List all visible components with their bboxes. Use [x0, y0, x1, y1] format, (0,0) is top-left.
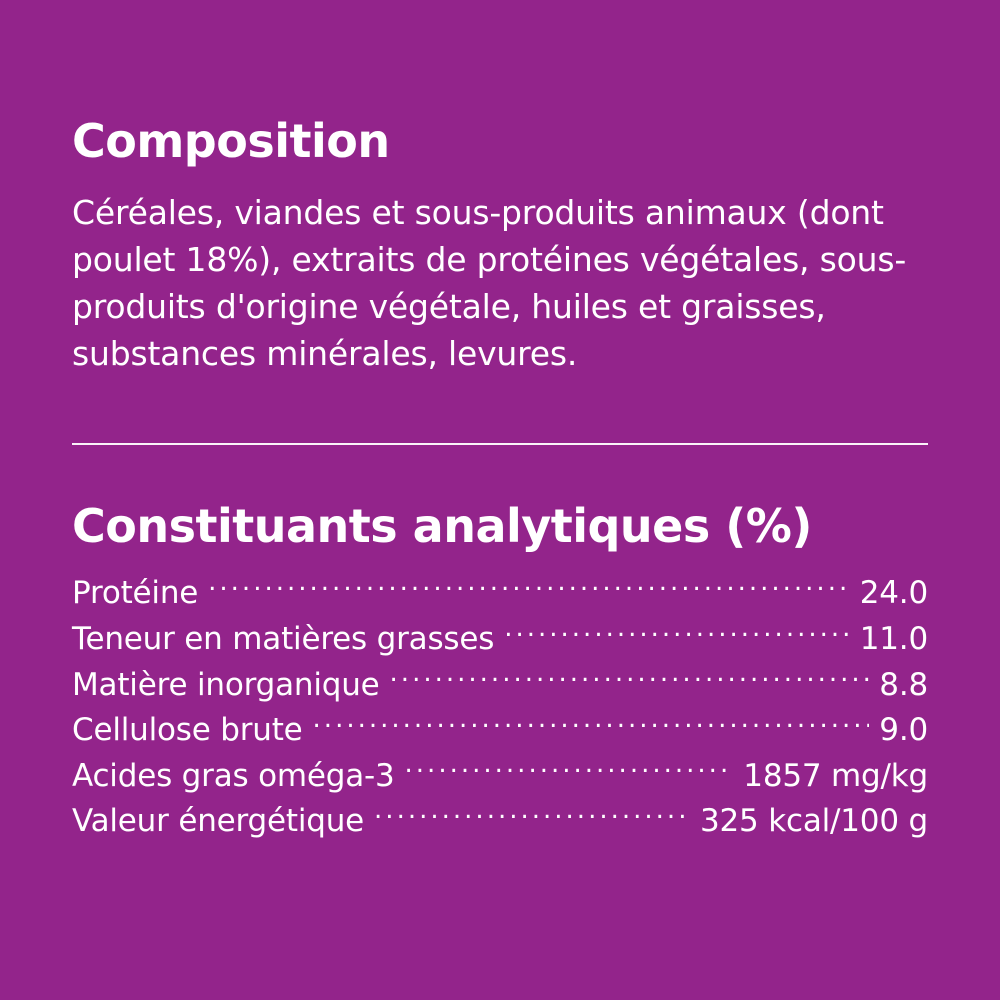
analytical-constituents-heading: Constituants analytiques (%) [72, 499, 812, 554]
constituent-value: 9.0 [879, 712, 928, 749]
dot-leader [405, 755, 734, 786]
constituent-label: Teneur en matières grasses [72, 621, 495, 657]
list-item [72, 617, 928, 663]
composition-heading: Composition [72, 114, 390, 168]
dot-leader [374, 800, 690, 831]
constituent-label: Protéine [72, 575, 199, 612]
constituent-label: Acides gras oméga-3 [72, 757, 395, 794]
list-item [72, 754, 928, 800]
composition-ingredients-text: Céréales, viandes et sous-produits animaux (dont poulet 18%), extraits de protéines végétales, sous-produits d'origine végétale, huiles et graisses, substances minérales, levures. [72, 193, 907, 373]
list-item [72, 663, 928, 709]
list-item [72, 708, 928, 754]
section-divider [72, 443, 928, 445]
list-item [72, 799, 928, 845]
list-item [72, 571, 928, 617]
dot-leader [390, 664, 870, 695]
dot-leader [313, 709, 870, 740]
constituent-value: 11.0 [859, 621, 928, 657]
constituent-value: 325 kcal/100 g [700, 803, 928, 840]
constituent-value: 8.8 [879, 666, 928, 703]
constituent-value: 1857 mg/kg [743, 757, 928, 794]
constituent-label: Valeur énergétique [72, 803, 365, 840]
dot-leader [504, 618, 850, 649]
constituent-label: Cellulose brute [72, 712, 303, 749]
constituent-value: 24.0 [859, 575, 928, 612]
dot-leader [208, 572, 850, 603]
constituent-label: Matière inorganique [72, 666, 380, 703]
analytical-constituents-list [72, 571, 928, 844]
